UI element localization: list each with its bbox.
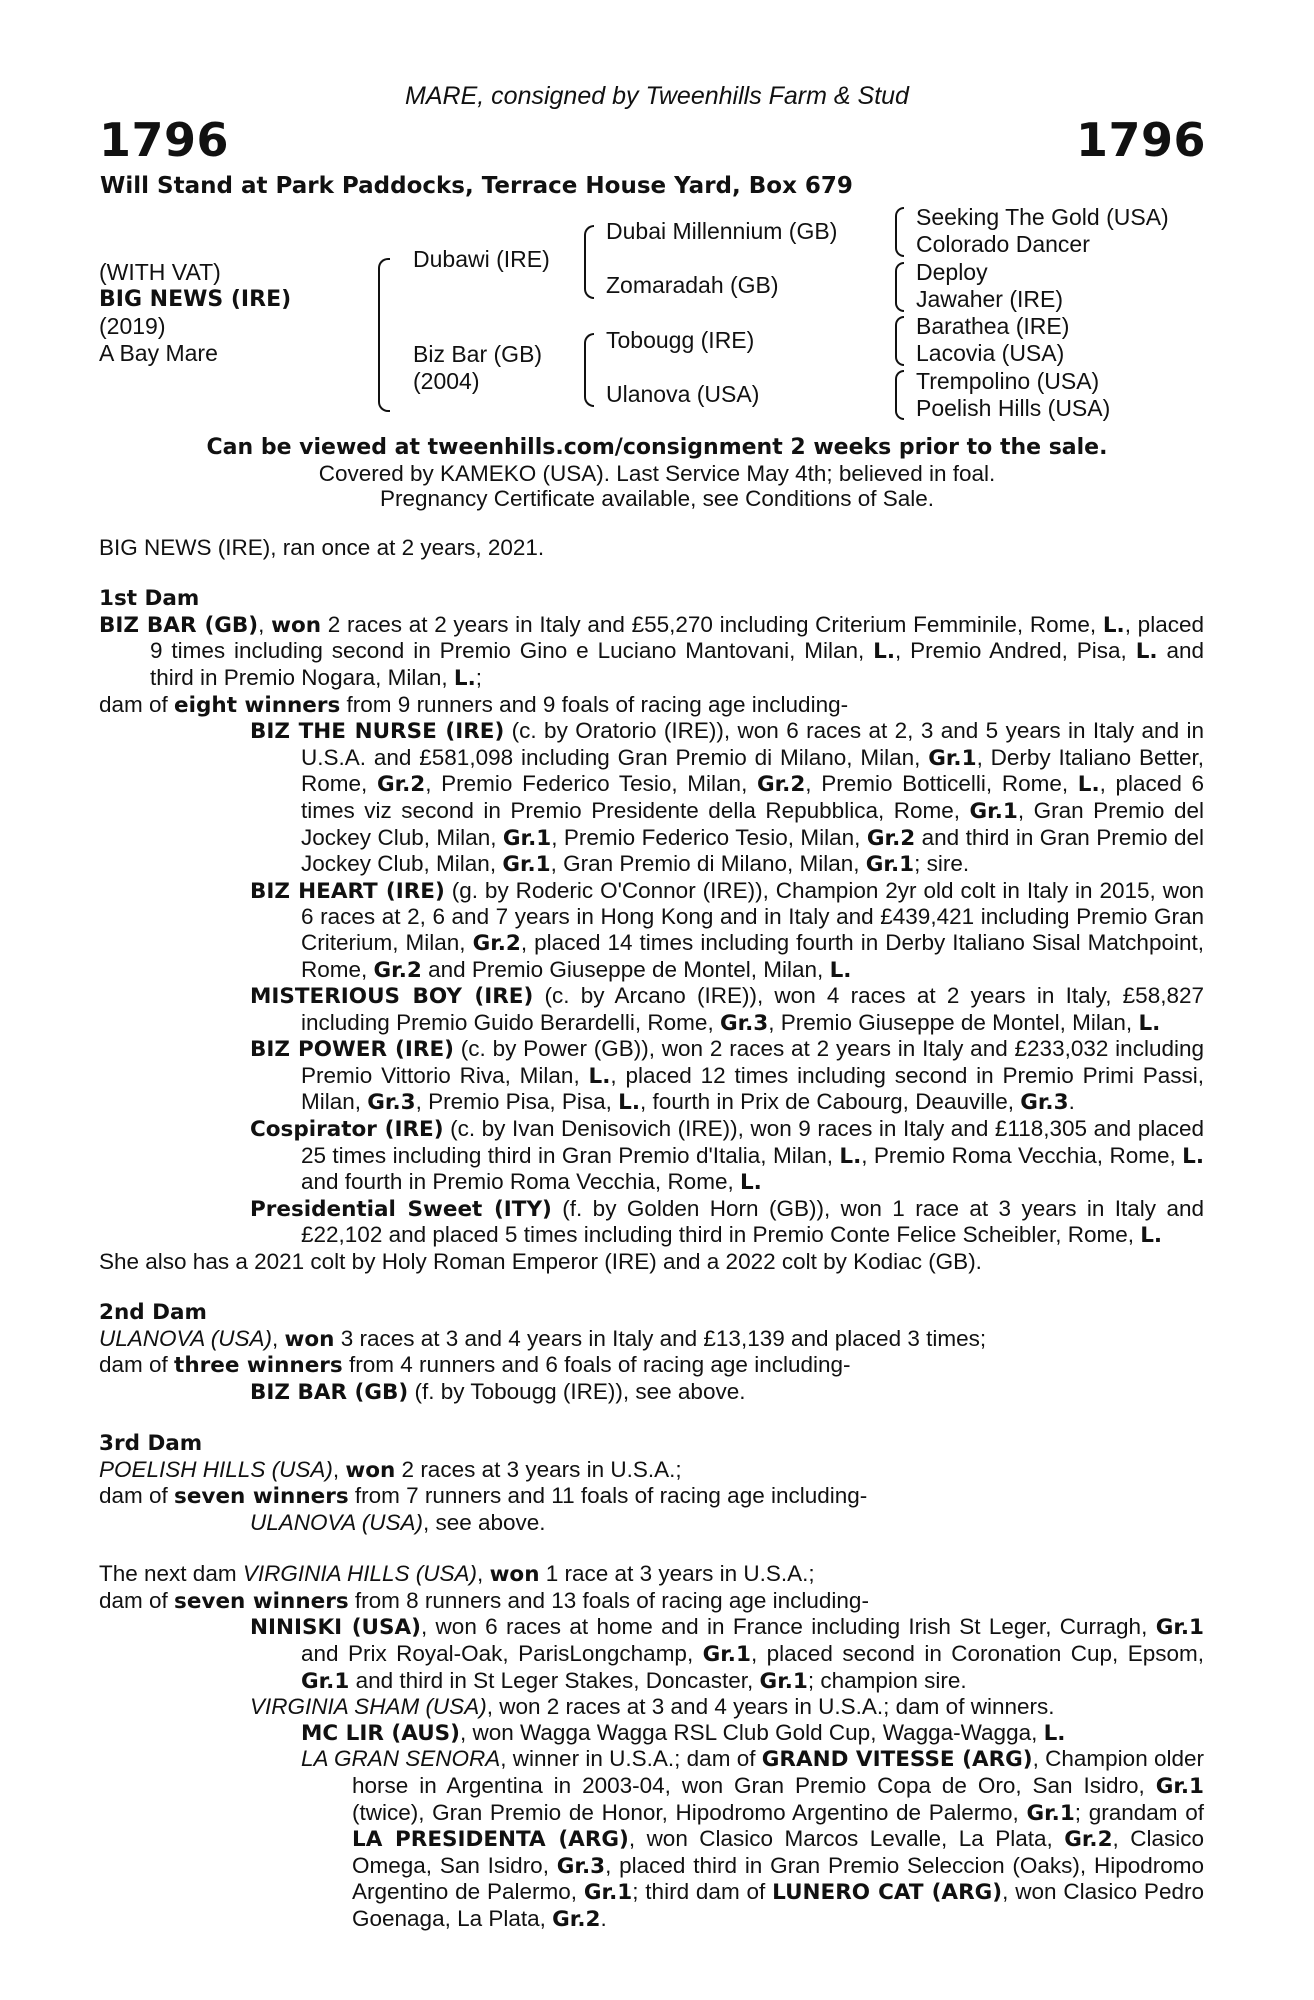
- great-grandsire-2: Colorado Dancer: [916, 231, 1090, 257]
- first-dam-also: She also has a 2021 colt by Holy Roman Emperor (IRE) and a 2022 colt by Kodiac (GB).: [99, 1249, 982, 1275]
- sire-sire: Dubai Millennium (GB): [606, 218, 838, 244]
- produce-cospirator: Cospirator (IRE) (c. by Ivan Denisovich (IRE)), won 9 races in Italy and £118,305 and placed 25 times including third in Gran Premio d'Italia, Milan, L., Premio Roma Vecchia, Rome, L. and fourth in Premio Roma Vecchia, Rome, L.: [250, 1116, 1205, 1196]
- third-dam-paragraph: POELISH HILLS (USA), won 2 races at 3 years in U.S.A.;: [99, 1456, 682, 1483]
- stand-location: Will Stand at Park Paddocks, Terrace House Yard, Box 679: [100, 173, 853, 199]
- great-grandsire-8: Poelish Hills (USA): [916, 395, 1111, 421]
- horse-name: BIG NEWS (IRE): [99, 287, 292, 312]
- dam-year: (2004): [413, 368, 480, 394]
- produce-biz-heart: BIZ HEART (IRE) (g. by Roderic O'Connor (IRE)), Champion 2yr old colt in Italy in 2015, won 6 races at 2, 6 and 7 years in Hong Kong and in Italy and £439,421 including Premio Gran Criterium, Milan, Gr.2, placed 14 times including fourth in Derby Italiano Sisal Matchpoint, Rome, Gr.2 and Premio Giuseppe de Montel, Milan, L.: [250, 877, 1204, 983]
- dam: Biz Bar (GB): [413, 341, 543, 367]
- intro-line: BIG NEWS (IRE), ran once at 2 years, 2021.: [99, 535, 545, 560]
- great-grandsire-5: Barathea (IRE): [916, 313, 1070, 339]
- first-dam-paragraph: BIZ BAR (GB), won 2 races at 2 years in Italy and £55,270 including Criterium Femminile, Rome, L., placed 9 times including second in Premio Gino e Luciano Mantovani, Milan, L., Premio Andred, Pisa, L. and third in Premio Nogara, Milan, L.;: [99, 611, 1205, 691]
- lot-number-right: 1796: [1075, 113, 1206, 167]
- dam-sire: Tobougg (IRE): [606, 327, 755, 353]
- pedigree-brace-g12: [895, 207, 904, 257]
- second-dam-paragraph: ULANOVA (USA), won 3 races at 3 and 4 years in Italy and £13,139 and placed 3 times;: [99, 1325, 987, 1352]
- third-dam-produce: dam of seven winners from 7 runners and 11 foals of racing age including-: [99, 1483, 868, 1510]
- great-grandsire-4: Jawaher (IRE): [916, 286, 1063, 312]
- next-dam-produce: dam of seven winners from 8 runners and 13 foals of racing age including-: [99, 1587, 869, 1614]
- third-dam-heading: 3rd Dam: [99, 1431, 203, 1457]
- second-dam-produce: dam of three winners from 4 runners and 6 foals of racing age including-: [99, 1352, 851, 1379]
- produce-la-gran-senora: LA GRAN SENORA, winner in U.S.A.; dam of GRAND VITESSE (ARG), Champion older horse in Argentina in 2003-04, won Gran Premio Copa de Oro, San Isidro, Gr.1 (twice), Gran Premio de Honor, Hipodromo Argentino de Palermo, Gr.1; grandam of LA PRESIDENTA (ARG), won Clasico Marcos Levalle, La Plata, Gr.2, Clasico Omega, San Isidro, Gr.3, placed third in Gran Premio Seleccion (Oaks), Hipodromo Argentino de Palermo, Gr.1; third dam of LUNERO CAT (ARG), won Clasico Pedro Goenaga, La Plata, Gr.2.: [301, 1746, 1205, 1932]
- sire-dam: Zomaradah (GB): [606, 272, 779, 298]
- horse-year: (2019): [99, 313, 166, 339]
- next-dam-paragraph: The next dam VIRGINIA HILLS (USA), won 1 race at 3 years in U.S.A.;: [99, 1561, 815, 1588]
- consignment-line: MARE, consigned by Tweenhills Farm & Stud: [405, 82, 909, 110]
- produce-biz-the-nurse: BIZ THE NURSE (IRE) (c. by Oratorio (IRE)), won 6 races at 2, 3 and 5 years in Italy and in U.S.A. and £581,098 including Gran Premio di Milano, Milan, Gr.1, Derby Italiano Better, Rome, Gr.2, Premio Federico Tesio, Milan, Gr.2, Premio Botticelli, Rome, L., placed 6 times viz second in Premio Presidente della Repubblica, Rome, Gr.1, Gran Premio del Jockey Club, Milan, Gr.1, Premio Federico Tesio, Milan, Gr.2 and third in Gran Premio del Jockey Club, Milan, Gr.1, Gran Premio di Milano, Milan, Gr.1; sire.: [250, 718, 1205, 878]
- viewing-note: Can be viewed at tweenhills.com/consignment 2 weeks prior to the sale.: [206, 435, 1108, 460]
- produce-niniski: NINISKI (USA), won 6 races at home and in France including Irish St Leger, Curragh, Gr.1 and Prix Royal-Oak, ParisLongchamp, Gr.1, placed second in Coronation Cup, Epsom, Gr.1 and third in St Leger Stakes, Doncaster, Gr.1; champion sire.: [250, 1614, 1204, 1694]
- third-dam-ulanova: ULANOVA (USA), see above.: [250, 1509, 546, 1535]
- sire: Dubawi (IRE): [413, 246, 550, 272]
- pedigree-brace-g56: [895, 316, 904, 366]
- great-grandsire-6: Lacovia (USA): [916, 340, 1065, 366]
- first-dam-heading: 1st Dam: [99, 586, 200, 612]
- produce-misterious-boy: MISTERIOUS BOY (IRE) (c. by Arcano (IRE)), won 4 races at 2 years in Italy, £58,827 including Premio Guido Berardelli, Rome, Gr.3, Premio Giuseppe de Montel, Milan, L.: [250, 983, 1204, 1036]
- second-dam-heading: 2nd Dam: [99, 1300, 207, 1326]
- lot-number-left: 1796: [99, 113, 230, 167]
- dam-dam: Ulanova (USA): [606, 381, 760, 407]
- pedigree-brace-sire: [584, 225, 594, 299]
- horse-description: A Bay Mare: [99, 340, 218, 366]
- produce-mc-lir: MC LIR (AUS), won Wagga Wagga RSL Club Gold Cup, Wagga-Wagga, L.: [301, 1719, 1066, 1746]
- first-dam-produce: dam of eight winners from 9 runners and 9 foals of racing age including-: [99, 691, 849, 718]
- great-grandsire-1: Seeking The Gold (USA): [916, 204, 1169, 230]
- covered-note: Covered by KAMEKO (USA). Last Service May 4th; believed in foal.: [318, 461, 996, 486]
- vat-note: (WITH VAT): [99, 259, 221, 285]
- produce-virginia-sham: VIRGINIA SHAM (USA), won 2 races at 3 and 4 years in U.S.A.; dam of winners.: [250, 1694, 1055, 1720]
- pedigree-brace-g78: [895, 370, 904, 420]
- pedigree-brace-main: [378, 258, 390, 412]
- second-dam-biz-bar: BIZ BAR (GB) (f. by Tobougg (IRE)), see above.: [250, 1379, 746, 1405]
- great-grandsire-7: Trempolino (USA): [916, 368, 1100, 394]
- pedigree-brace-dam: [584, 333, 594, 407]
- produce-biz-power: BIZ POWER (IRE) (c. by Power (GB)), won 2 races at 2 years in Italy and £233,032 including Premio Vittorio Riva, Milan, L., placed 12 times including second in Premio Primi Passi, Milan, Gr.3, Premio Pisa, Pisa, L., fourth in Prix de Cabourg, Deauville, Gr.3.: [250, 1036, 1204, 1116]
- produce-presidential-sweet: Presidential Sweet (ITY) (f. by Golden Horn (GB)), won 1 race at 3 years in Italy and £22,102 and placed 5 times including third in Premio Conte Felice Scheibler, Rome, L.: [250, 1195, 1205, 1249]
- great-grandsire-3: Deploy: [916, 259, 988, 285]
- catalogue-body: [99, 535, 1204, 1932]
- pregnancy-note: Pregnancy Certificate available, see Conditions of Sale.: [379, 486, 935, 511]
- pedigree-brace-g34: [895, 262, 904, 312]
